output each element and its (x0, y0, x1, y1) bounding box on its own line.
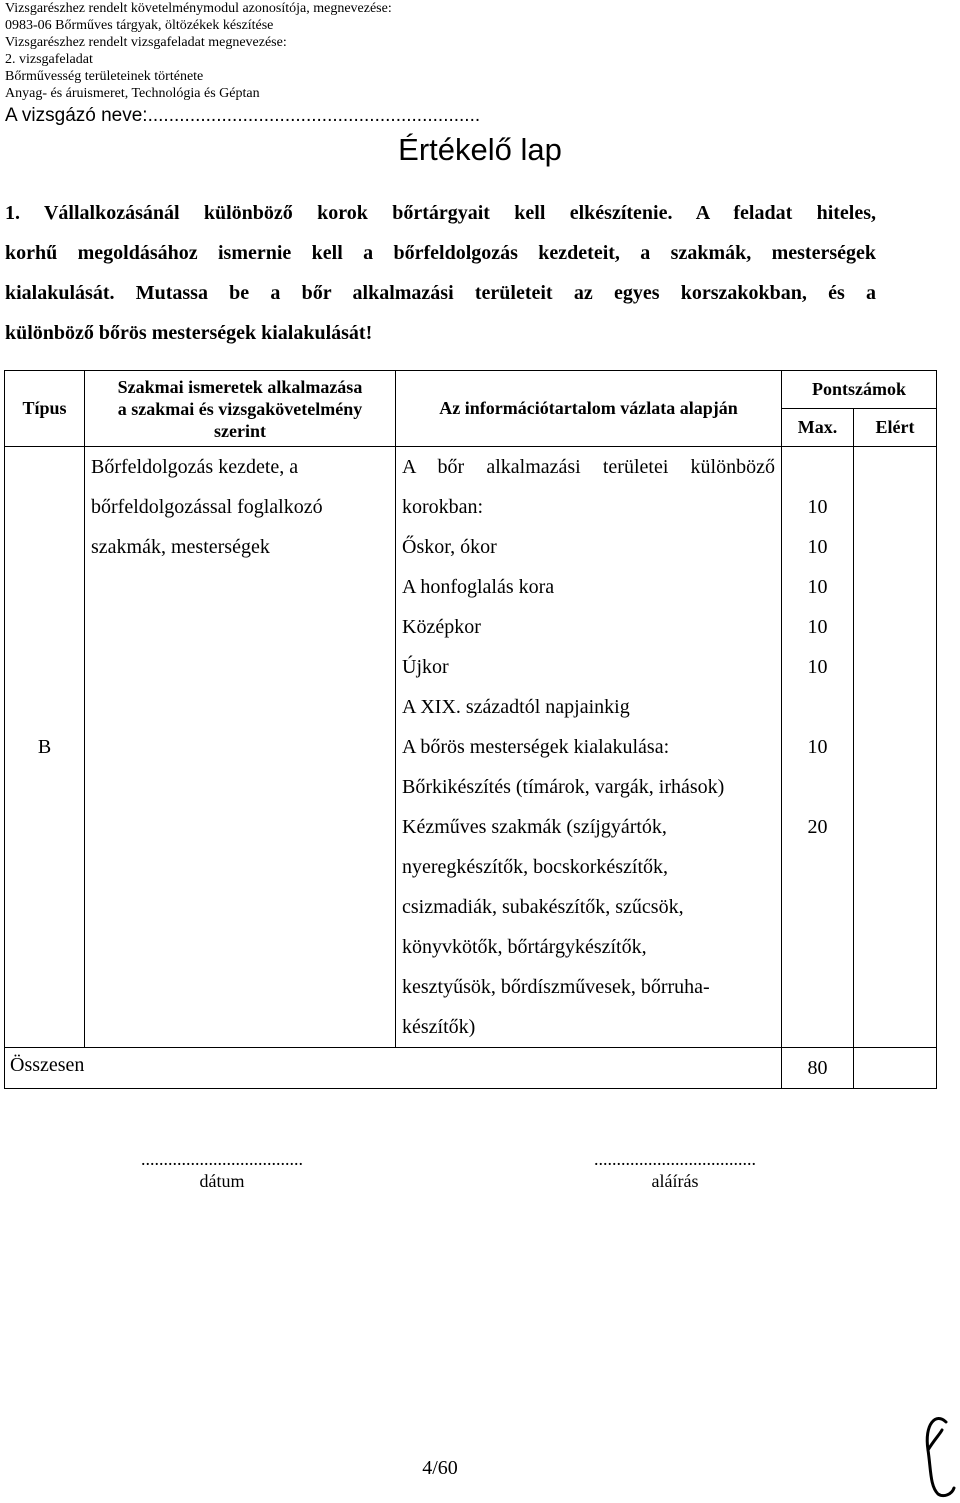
max-point: 10 (807, 576, 828, 598)
max-point (782, 767, 853, 807)
outline-cell (396, 447, 782, 1048)
outline-line: csizmadiák, subakészítők, szűcsök, (402, 896, 684, 918)
max-point: 10 (807, 736, 828, 758)
header-module-label: Vizsgarészhez rendelt követelménymodul azonosítója, megnevezése: (5, 1, 392, 16)
signature-label: aláírás (651, 1171, 699, 1191)
outline-line: Bőrkikészítés (tímárok, vargák, irhások) (402, 776, 725, 798)
date-label: dátum (199, 1171, 245, 1191)
max-point (782, 887, 853, 927)
task-line: korhű megoldásához ismernie kell a bőrfeldolgozás kezdeteit, a szakmák, mesterségek (5, 242, 876, 264)
header-points: Pontszámok (782, 371, 937, 409)
max-point (782, 687, 853, 727)
date-dots: .................................... (141, 1149, 303, 1169)
task-line: kialakulását. Mutassa be a bőr alkalmazási területeit az egyes korszakokban, és a (5, 282, 876, 304)
max-point (782, 927, 853, 967)
max-point: 10 (807, 656, 828, 678)
header-type: Típus (5, 371, 85, 447)
header-task-label: Vizsgarészhez rendelt vizsgafeladat megnevezése: (5, 35, 287, 50)
max-point: 20 (807, 816, 828, 838)
task-line: különböző bőrös mesterségek kialakulását! (5, 322, 373, 344)
total-label: Összesen (5, 1048, 782, 1089)
knowledge-cell (85, 447, 396, 1048)
header-knowledge (85, 371, 396, 447)
total-max: 80 (782, 1048, 854, 1089)
outline-line: A bőr alkalmazási területei különböző (402, 456, 775, 478)
achieved-points-cell[interactable] (854, 447, 937, 1048)
outline-line: kesztyűsök, bőrdíszművesek, bőrruha- (402, 976, 710, 998)
header-knowledge-line: Szakmai ismeretek alkalmazása (117, 376, 363, 397)
max-point (782, 1007, 853, 1047)
outline-line: készítők) (402, 1016, 476, 1038)
header-task-topic: Bőrművesség területeinek története (5, 69, 204, 84)
outline-line: A XIX. századtól napjainkig (402, 696, 630, 718)
header-max: Max. (782, 409, 854, 447)
max-point: 10 (807, 616, 828, 638)
candidate-name-field: A vizsgázó neve:............................................................... (5, 105, 481, 126)
outline-line: Kézműves szakmák (szíjgyártók, (402, 816, 667, 838)
task-line: 1. Vállalkozásánál különböző korok bőrtárgyait kell elkészítenie. A feladat hiteles, (5, 202, 876, 224)
handwritten-mark-icon (918, 1410, 958, 1500)
header-outline: Az információtartalom vázlata alapján (396, 371, 782, 447)
outline-line: Középkor (402, 616, 481, 638)
knowledge-line: Bőrfeldolgozás kezdete, a (91, 456, 299, 478)
max-point (782, 447, 853, 487)
signature-dots: .................................... (594, 1149, 756, 1169)
max-point: 10 (807, 496, 828, 518)
outline-line: A bőrös mesterségek kialakulása: (402, 736, 670, 758)
outline-line: Újkor (402, 656, 449, 678)
date-signature-block (72, 1148, 372, 1192)
knowledge-line: szakmák, mesterségek (91, 536, 270, 558)
signature-block (525, 1148, 825, 1192)
type-value: B (5, 447, 85, 1048)
header-task-number: 2. vizsgafeladat (5, 52, 93, 67)
outline-line: nyeregkészítők, bocskorkészítők, (402, 856, 669, 878)
max-point: 10 (807, 536, 828, 558)
outline-line: könyvkötők, bőrtárgykészítők, (402, 936, 647, 958)
total-achieved[interactable] (854, 1048, 937, 1089)
page-number: 4/60 (422, 1457, 458, 1479)
outline-line: A honfoglalás kora (402, 576, 555, 598)
task-description (5, 193, 876, 353)
max-point (782, 967, 853, 1007)
evaluation-table (4, 370, 937, 1089)
header-knowledge-line: a szakmai és vizsgakövetelmény (117, 398, 363, 419)
knowledge-line: bőrfeldolgozással foglalkozó (91, 496, 323, 518)
outline-line: korokban: (402, 496, 484, 518)
header-achieved: Elért (854, 409, 937, 447)
header-subjects: Anyag- és áruismeret, Technológia és Géptan (5, 86, 260, 101)
outline-line: Őskor, ókor (402, 536, 497, 558)
header-knowledge-line: szerint (214, 420, 266, 441)
max-point (782, 847, 853, 887)
header-module-name: 0983-06 Bőrműves tárgyak, öltözékek készítése (5, 18, 274, 33)
max-points-cell (782, 447, 854, 1048)
page-title: Értékelő lap (398, 132, 562, 167)
